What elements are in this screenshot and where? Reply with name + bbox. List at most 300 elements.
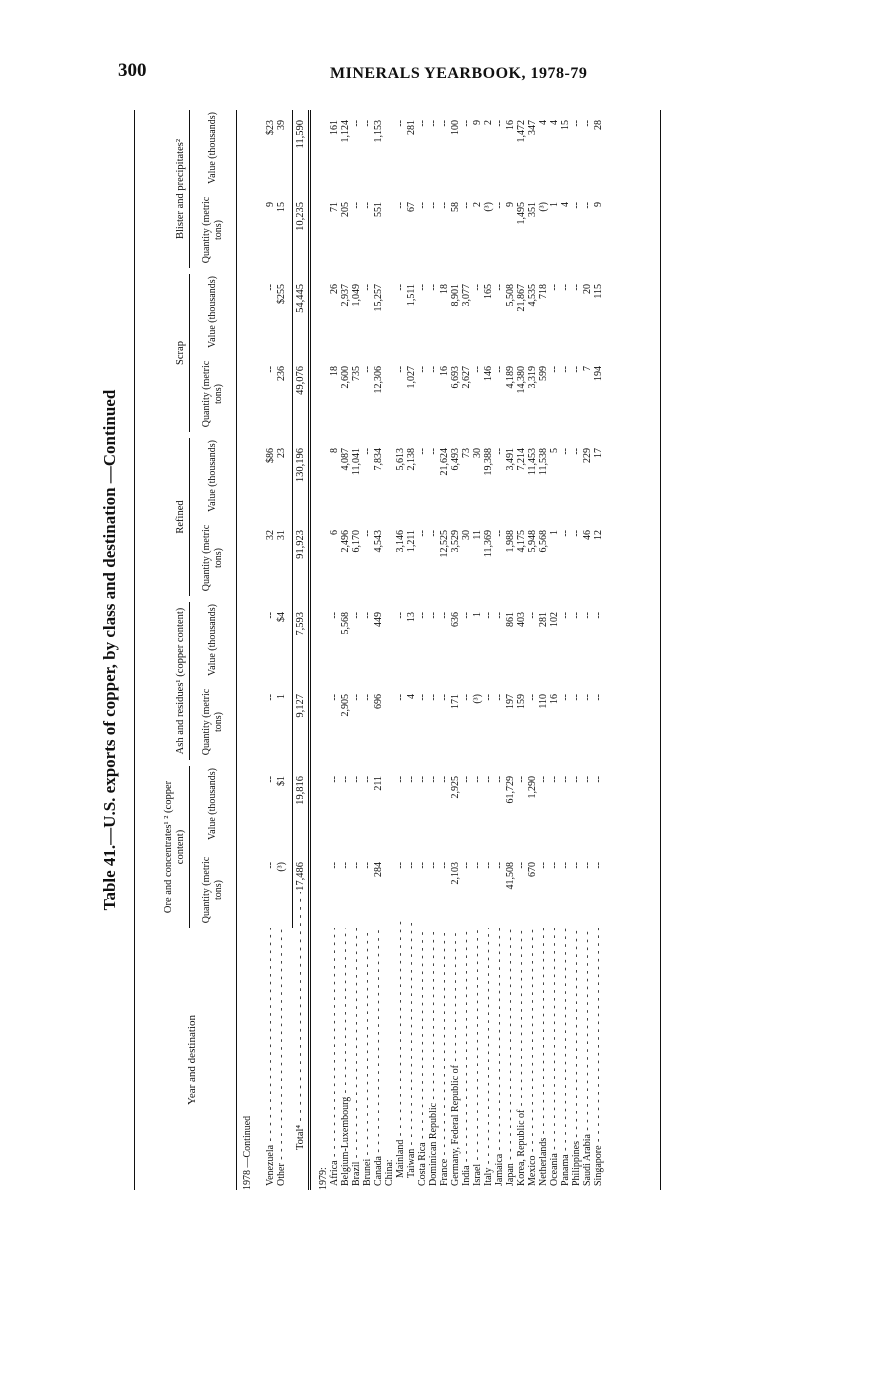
table-cell: 1,027 bbox=[406, 366, 417, 389]
table-cell: 17,486 bbox=[295, 862, 306, 891]
table-cell: 20 bbox=[582, 284, 593, 294]
table-cell: $1 bbox=[276, 776, 287, 786]
table-cell: 7 bbox=[582, 366, 593, 371]
table-cell: -- bbox=[461, 694, 472, 701]
table-row bbox=[494, 110, 505, 1190]
table-cell: -- bbox=[395, 862, 406, 869]
table-cell: -- bbox=[461, 776, 472, 783]
table-cell: -- bbox=[362, 530, 373, 537]
table-cell: -- bbox=[417, 202, 428, 209]
table-cell: -- bbox=[483, 694, 494, 701]
table-cell: $4 bbox=[276, 612, 287, 622]
table-cell: 4 bbox=[406, 694, 417, 699]
value-header: Value (thousands) bbox=[207, 112, 218, 184]
table-cell: 351 bbox=[527, 202, 538, 217]
table-cell: -- bbox=[472, 776, 483, 783]
column-group-header: Refined bbox=[136, 438, 190, 596]
table-cell: -- bbox=[560, 284, 571, 291]
row-label: Oceania - - - bbox=[549, 928, 560, 1190]
table-cell: 551 bbox=[373, 202, 384, 217]
table-cell: 2,925 bbox=[450, 776, 461, 799]
row-label: Brazil - - - bbox=[351, 928, 362, 1190]
table-cell: 11,369 bbox=[483, 530, 494, 558]
row-label: Mexico - - - bbox=[527, 928, 538, 1190]
table-cell: 18 bbox=[439, 284, 450, 294]
table-cell: -- bbox=[439, 776, 450, 783]
table-cell: 1,988 bbox=[505, 530, 516, 553]
quantity-header: Quantity (metric tons) bbox=[201, 688, 224, 756]
value-header: Value (thousands) bbox=[207, 604, 218, 676]
table-cell: -- bbox=[406, 776, 417, 783]
table-cell: 7,834 bbox=[373, 448, 384, 471]
table-cell: 7,214 bbox=[516, 448, 527, 471]
table-cell: 2,600 bbox=[340, 366, 351, 389]
table-row bbox=[384, 110, 395, 1190]
table-cell: 11,453 bbox=[527, 448, 538, 476]
table-cell: -- bbox=[582, 612, 593, 619]
table-cell: -- bbox=[428, 202, 439, 209]
table-cell: -- bbox=[494, 612, 505, 619]
table-cell: 236 bbox=[276, 366, 287, 381]
table-cell: 171 bbox=[450, 694, 461, 709]
table-row bbox=[505, 110, 516, 1190]
table-cell: -- bbox=[461, 202, 472, 209]
table-cell: 281 bbox=[538, 612, 549, 627]
table-cell: 2,905 bbox=[340, 694, 351, 717]
row-label: Korea, Republic of - - - bbox=[516, 928, 527, 1190]
table-cell: -- bbox=[265, 366, 276, 373]
table-cell: -- bbox=[571, 448, 582, 455]
table-cell: -- bbox=[428, 776, 439, 783]
table-cell: -- bbox=[417, 612, 428, 619]
table-cell: -- bbox=[417, 862, 428, 869]
table-cell: 11,590 bbox=[295, 120, 306, 149]
table-cell: -- bbox=[494, 448, 505, 455]
table-cell: -- bbox=[494, 530, 505, 537]
table-cell: -- bbox=[329, 612, 340, 619]
table-cell: -- bbox=[417, 284, 428, 291]
table-cell: -- bbox=[560, 448, 571, 455]
table-row bbox=[295, 110, 306, 1190]
table-cell: 4 bbox=[549, 120, 560, 125]
table-cell: 14,380 bbox=[516, 366, 527, 394]
table-cell: 9 bbox=[593, 202, 604, 207]
row-label: Costa Rica - - - bbox=[417, 928, 428, 1190]
table-cell: -- bbox=[472, 284, 483, 291]
value-header: Value (thousands) bbox=[207, 768, 218, 840]
table-cell: -- bbox=[362, 366, 373, 373]
table-cell: 16 bbox=[505, 120, 516, 130]
table-cell: -- bbox=[593, 776, 604, 783]
row-label: Singapore - - - bbox=[593, 928, 604, 1190]
table-cell: 4,087 bbox=[340, 448, 351, 471]
table-cell: 58 bbox=[450, 202, 461, 212]
table-cell: -- bbox=[494, 202, 505, 209]
table-cell: 6,170 bbox=[351, 530, 362, 553]
row-label: Italy - - - bbox=[483, 928, 494, 1190]
table-cell: -- bbox=[417, 448, 428, 455]
table-cell: -- bbox=[439, 694, 450, 701]
header-bottom-rule bbox=[236, 110, 237, 1190]
table-cell: -- bbox=[265, 776, 276, 783]
table-cell: 39 bbox=[276, 120, 287, 130]
row-label: Jamaica - - - bbox=[494, 928, 505, 1190]
table-cell: 6,693 bbox=[450, 366, 461, 389]
table-cell: 23 bbox=[276, 448, 287, 458]
table-cell: -- bbox=[428, 612, 439, 619]
table-cell: 636 bbox=[450, 612, 461, 627]
table-cell: -- bbox=[549, 862, 560, 869]
table-cell: -- bbox=[483, 862, 494, 869]
table-cell: -- bbox=[483, 612, 494, 619]
table-cell: (³) bbox=[483, 202, 494, 212]
table-row bbox=[538, 110, 549, 1190]
table-cell: -- bbox=[571, 202, 582, 209]
table-cell: (³) bbox=[538, 202, 549, 212]
table-cell: 347 bbox=[527, 120, 538, 135]
table-cell: 1,049 bbox=[351, 284, 362, 307]
table-cell: 9 bbox=[472, 120, 483, 125]
table-cell: 9 bbox=[505, 202, 516, 207]
table-cell: -- bbox=[472, 862, 483, 869]
table-cell: -- bbox=[362, 862, 373, 869]
table-row bbox=[516, 110, 527, 1190]
table-cell: 2,937 bbox=[340, 284, 351, 307]
table-cell: 2,103 bbox=[450, 862, 461, 885]
table-cell: -- bbox=[516, 862, 527, 869]
table-cell: -- bbox=[516, 776, 527, 783]
row-label: Mainland - - - bbox=[395, 920, 406, 1190]
table-cell: -- bbox=[351, 776, 362, 783]
table-cell: -- bbox=[428, 120, 439, 127]
table-bottom-rule bbox=[660, 110, 661, 1190]
table-cell: 5 bbox=[549, 448, 560, 453]
table-cell: 146 bbox=[483, 366, 494, 381]
table-cell: 599 bbox=[538, 366, 549, 381]
table-row bbox=[472, 110, 483, 1190]
table-cell: -- bbox=[395, 612, 406, 619]
table-cell: -- bbox=[439, 612, 450, 619]
table-cell: -- bbox=[417, 530, 428, 537]
table-cell: -- bbox=[494, 366, 505, 373]
table-cell: 5,613 bbox=[395, 448, 406, 471]
table-cell: -- bbox=[549, 776, 560, 783]
table-cell: -- bbox=[560, 694, 571, 701]
table-cell: 19,816 bbox=[295, 776, 306, 805]
quantity-header: Quantity (metric tons) bbox=[201, 524, 224, 592]
table-row bbox=[428, 110, 439, 1190]
quantity-header: Quantity (metric tons) bbox=[201, 856, 224, 924]
table-cell: -- bbox=[329, 862, 340, 869]
table-cell: 159 bbox=[516, 694, 527, 709]
table-cell: 130,196 bbox=[295, 448, 306, 483]
table-cell: 2,627 bbox=[461, 366, 472, 389]
table-cell: -- bbox=[560, 862, 571, 869]
table-cell: -- bbox=[362, 776, 373, 783]
table-cell: 284 bbox=[373, 862, 384, 877]
table-cell: (³) bbox=[276, 862, 287, 872]
row-label: Panama - - - bbox=[560, 928, 571, 1190]
column-group-header: Scrap bbox=[136, 274, 190, 432]
table-cell: -- bbox=[549, 366, 560, 373]
table-cell: -- bbox=[351, 694, 362, 701]
table-cell: -- bbox=[395, 120, 406, 127]
table-row bbox=[276, 110, 287, 1190]
table-cell: -- bbox=[560, 530, 571, 537]
table-cell: -- bbox=[582, 862, 593, 869]
table-cell: 46 bbox=[582, 530, 593, 540]
table-cell: 6,568 bbox=[538, 530, 549, 553]
table-cell: 229 bbox=[582, 448, 593, 463]
table-cell: -- bbox=[494, 776, 505, 783]
table-cell: 26 bbox=[329, 284, 340, 294]
table-cell: 6 bbox=[329, 530, 340, 535]
table-cell: 12 bbox=[593, 530, 604, 540]
table-cell: 11,538 bbox=[538, 448, 549, 476]
table-cell: $23 bbox=[265, 120, 276, 135]
table-cell: 4,535 bbox=[527, 284, 538, 307]
table-cell: -- bbox=[362, 120, 373, 127]
table-cell: -- bbox=[395, 366, 406, 373]
table-cell: -- bbox=[527, 694, 538, 701]
row-label: Venezuela - - - bbox=[265, 928, 276, 1190]
table-cell: -- bbox=[527, 612, 538, 619]
table-row bbox=[265, 110, 276, 1190]
table-row bbox=[417, 110, 428, 1190]
table-cell: 1 bbox=[549, 202, 560, 207]
table-cell: -- bbox=[362, 202, 373, 209]
table-cell: -- bbox=[406, 862, 417, 869]
table-cell: 2,496 bbox=[340, 530, 351, 553]
table-cell: -- bbox=[538, 776, 549, 783]
table-cell: 54,445 bbox=[295, 284, 306, 313]
table-cell: -- bbox=[582, 776, 593, 783]
table-cell: 1,124 bbox=[340, 120, 351, 143]
table-cell: 1 bbox=[472, 612, 483, 617]
row-label: Israel - - - bbox=[472, 928, 483, 1190]
row-label: Other - - - bbox=[276, 928, 287, 1190]
table-cell: -- bbox=[593, 612, 604, 619]
row-label: 1979: bbox=[318, 1167, 329, 1190]
table-cell: 16 bbox=[549, 694, 560, 704]
table-cell: -- bbox=[395, 694, 406, 701]
row-label: Belgium-Luxembourg - - - bbox=[340, 928, 351, 1190]
table-cell: 41,508 bbox=[505, 862, 516, 890]
value-header: Value (thousands) bbox=[207, 276, 218, 348]
table-cell: -- bbox=[571, 862, 582, 869]
table-cell: 9,127 bbox=[295, 694, 306, 718]
table-cell: 30 bbox=[472, 448, 483, 458]
table-cell: -- bbox=[362, 694, 373, 701]
table-cell: 4,189 bbox=[505, 366, 516, 389]
table-cell: 696 bbox=[373, 694, 384, 709]
running-head: MINERALS YEARBOOK, 1978-79 bbox=[330, 65, 588, 82]
table-cell: 161 bbox=[329, 120, 340, 135]
table-cell: -- bbox=[395, 284, 406, 291]
row-label: Brunei - - - bbox=[362, 928, 373, 1190]
table-cell: 10,235 bbox=[295, 202, 306, 231]
table-cell: -- bbox=[265, 862, 276, 869]
table-row bbox=[571, 110, 582, 1190]
row-label: Total⁴ - - - bbox=[295, 892, 306, 1190]
table-cell: -- bbox=[472, 366, 483, 373]
table-cell: 11 bbox=[472, 530, 483, 540]
table-cell: 67 bbox=[406, 202, 417, 212]
table-cell: -- bbox=[593, 694, 604, 701]
table-cell: 4 bbox=[560, 202, 571, 207]
table-cell: 19,388 bbox=[483, 448, 494, 476]
table-cell: 1 bbox=[549, 530, 560, 535]
table-cell: -- bbox=[329, 776, 340, 783]
table-cell: 49,076 bbox=[295, 366, 306, 395]
table-cell: 73 bbox=[461, 448, 472, 458]
table-cell: -- bbox=[582, 694, 593, 701]
table-cell: -- bbox=[560, 776, 571, 783]
table-cell: -- bbox=[461, 862, 472, 869]
table-cell: -- bbox=[439, 862, 450, 869]
table-cell: -- bbox=[428, 862, 439, 869]
table-cell: -- bbox=[362, 612, 373, 619]
table-cell: -- bbox=[417, 366, 428, 373]
table-cell: 449 bbox=[373, 612, 384, 627]
table-cell: -- bbox=[351, 120, 362, 127]
table-cell: -- bbox=[593, 862, 604, 869]
table-cell: 1,211 bbox=[406, 530, 417, 553]
row-label: Canada - - - bbox=[373, 928, 384, 1190]
table-cell: 5,568 bbox=[340, 612, 351, 635]
table-cell: -- bbox=[571, 284, 582, 291]
row-label: Japan - - - bbox=[505, 928, 516, 1190]
table-cell: -- bbox=[265, 612, 276, 619]
table-row bbox=[439, 110, 450, 1190]
table-cell: 197 bbox=[505, 694, 516, 709]
table-cell: -- bbox=[417, 776, 428, 783]
table-cell: -- bbox=[395, 776, 406, 783]
table-cell: 281 bbox=[406, 120, 417, 135]
column-group-header: Blister and precipitates² bbox=[136, 110, 190, 268]
table-row bbox=[582, 110, 593, 1190]
table-cell: 61,729 bbox=[505, 776, 516, 804]
table-cell: 194 bbox=[593, 366, 604, 381]
table-cell: -- bbox=[395, 202, 406, 209]
row-label: Africa - - - bbox=[329, 928, 340, 1190]
row-label: China: bbox=[384, 1159, 395, 1186]
page-number: 300 bbox=[118, 60, 147, 81]
table-cell: 31 bbox=[276, 530, 287, 540]
table-row bbox=[483, 110, 494, 1190]
table-cell: 4,543 bbox=[373, 530, 384, 553]
table-cell: -- bbox=[351, 612, 362, 619]
table-cell: -- bbox=[571, 612, 582, 619]
table-cell: -- bbox=[340, 776, 351, 783]
table-cell: 18 bbox=[329, 366, 340, 376]
table-cell: -- bbox=[494, 694, 505, 701]
table-cell: 100 bbox=[450, 120, 461, 135]
table-cell: 403 bbox=[516, 612, 527, 627]
table-cell: 5,508 bbox=[505, 284, 516, 307]
table-cell: -- bbox=[417, 694, 428, 701]
table-cell: -- bbox=[560, 612, 571, 619]
table-cell: 71 bbox=[329, 202, 340, 212]
table-cell: -- bbox=[549, 284, 560, 291]
row-label: Dominican Republic - - - bbox=[428, 928, 439, 1190]
section-rule bbox=[308, 110, 311, 1190]
table-cell: -- bbox=[461, 120, 472, 127]
table-cell: 12,525 bbox=[439, 530, 450, 558]
table-cell: -- bbox=[428, 366, 439, 373]
table-row bbox=[362, 110, 373, 1190]
table-cell: $86 bbox=[265, 448, 276, 463]
table-cell: 15 bbox=[560, 120, 571, 130]
total-rule bbox=[292, 110, 293, 928]
table-row bbox=[340, 110, 351, 1190]
table-cell: 211 bbox=[373, 776, 384, 791]
table-row bbox=[560, 110, 571, 1190]
table-cell: 30 bbox=[461, 530, 472, 540]
table-row bbox=[549, 110, 560, 1190]
table-cell: -- bbox=[439, 202, 450, 209]
table-row bbox=[351, 110, 362, 1190]
table-cell: 5,948 bbox=[527, 530, 538, 553]
table-cell: 670 bbox=[527, 862, 538, 877]
table-cell: -- bbox=[428, 694, 439, 701]
table-cell: -- bbox=[571, 694, 582, 701]
table-cell: 3,491 bbox=[505, 448, 516, 471]
table-row bbox=[406, 110, 417, 1190]
table-cell: 2 bbox=[472, 202, 483, 207]
quantity-header: Quantity (metric tons) bbox=[201, 360, 224, 428]
table-cell: 2 bbox=[483, 120, 494, 125]
table-cell: -- bbox=[428, 448, 439, 455]
column-group-header: Ash and residues¹ (copper content) bbox=[136, 602, 190, 760]
column-group-header: Ore and concentrates¹ ² (copper content) bbox=[136, 766, 190, 928]
table-cell: -- bbox=[483, 776, 494, 783]
table-cell: 32 bbox=[265, 530, 276, 540]
table-cell: -- bbox=[439, 120, 450, 127]
table-cell: -- bbox=[571, 120, 582, 127]
table-cell: 110 bbox=[538, 694, 549, 709]
table-cell: 7,593 bbox=[295, 612, 306, 636]
table-cell: -- bbox=[329, 694, 340, 701]
row-label: France - - - bbox=[439, 928, 450, 1190]
table-cell: 115 bbox=[593, 284, 604, 299]
table-cell: 1,153 bbox=[373, 120, 384, 143]
table-cell: 15,257 bbox=[373, 284, 384, 312]
row-label: Saudi Arabia - - - bbox=[582, 928, 593, 1190]
table-cell: -- bbox=[582, 202, 593, 209]
table-cell: 2,138 bbox=[406, 448, 417, 471]
table-cell: -- bbox=[560, 366, 571, 373]
table-row bbox=[373, 110, 384, 1190]
table-row bbox=[450, 110, 461, 1190]
table-cell: -- bbox=[362, 284, 373, 291]
table-cell: 15 bbox=[276, 202, 287, 212]
table-cell: 8 bbox=[329, 448, 340, 453]
table-cell: 1,472 bbox=[516, 120, 527, 143]
table-cell: (³) bbox=[472, 694, 483, 704]
table-cell: 28 bbox=[593, 120, 604, 130]
table-cell: 861 bbox=[505, 612, 516, 627]
table-cell: 17 bbox=[593, 448, 604, 458]
table-cell: -- bbox=[494, 284, 505, 291]
table-cell: 205 bbox=[340, 202, 351, 217]
table-cell: 21,624 bbox=[439, 448, 450, 476]
table-cell: -- bbox=[538, 862, 549, 869]
table-title: Table 41.—U.S. exports of copper, by class and destination —Continued bbox=[100, 389, 119, 911]
table-cell: $255 bbox=[276, 284, 287, 304]
table-cell: -- bbox=[417, 120, 428, 127]
row-label: 1978 —Continued bbox=[242, 1115, 253, 1190]
